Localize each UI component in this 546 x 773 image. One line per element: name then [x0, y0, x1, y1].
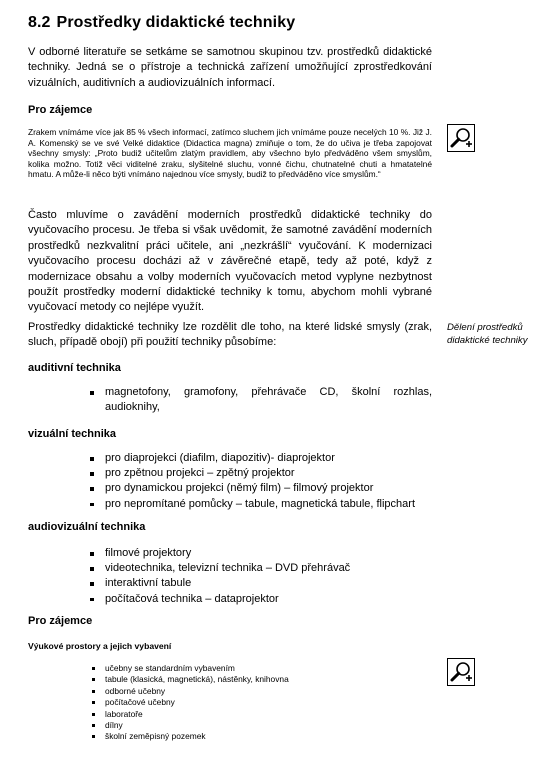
list-item: pro dynamickou projekci (němý film) – filmový projektor: [105, 481, 415, 496]
list-item: videotechnika, televizní technika – DVD přehrávač: [105, 561, 350, 576]
category-title-audiovisual: audiovizuální technika: [28, 521, 146, 533]
box2-subheading: Výukové prostory a jejich vybavení: [28, 641, 172, 651]
margin-note: Dělení prostředků didaktické techniky: [447, 322, 528, 346]
list-item: pro nepromítané pomůcky – tabule, magnetická tabule, flipchart: [105, 497, 415, 512]
category-list-auditive: [105, 385, 432, 415]
box1-heading: Pro zájemce: [28, 104, 93, 116]
box2-heading: Pro zájemce: [28, 615, 93, 627]
list-item: interaktivní tabule: [105, 576, 350, 591]
list-item: školní zeměpisný pozemek: [105, 731, 289, 742]
category-list-visual: [105, 451, 415, 512]
section-title: Prostředky didaktické techniky: [56, 14, 296, 31]
category-title-visual: vizuální technika: [28, 428, 117, 440]
box2-list: [105, 663, 289, 743]
paragraph-modernization: Často mluvíme o zavádění moderních prostředků didaktické techniky do vyučovacího procesu. Je třeba si však uvědomit, že samotné zavádění moderních prostředků nezkvalitní práci učitele, ani „nezkrášlí“ vyučování. K modernizaci vyučovacího procesu docházi až v závěrečné etapě, tedy až poté, když z modernizace obsahu a volby moderních vyučovacích metod vyplyne nezbytnost použít prostředky moderní didaktické techniky k tomu, abychom mohli vybrané vyučovací metody co nejlépe využít.: [28, 209, 432, 314]
box1-text: Zrakem vnímáme více jak 85 % všech informací, zatímco sluchem jich vnímáme pouze necelých 10 %. Již J. A. Komenský se ve své Velké didaktice (Didactica magna) zmiňuje o tom, že do učiva je třeba zapojovat všechny smysly: „Proto budiž učitelům zlatým pravidlem, aby všechno bylo předváděno všem smyslům, kolika možno. Totiž věci viditelné zraku, slyšitelné sluchu, vonné čichu, chutnatelné chuti a hmatatelné hmatu. A může-li něco býti vnímáno najednou více smysly, budiž to předváděno více smyslům.“: [28, 127, 432, 180]
list-item: odborné učebny: [105, 686, 289, 697]
list-item: počítačová technika – dataprojektor: [105, 592, 350, 607]
list-item: pro zpětnou projekci – zpětný projektor: [105, 466, 415, 481]
list-item: učebny se standardním vybavením: [105, 663, 289, 674]
category-title-auditive: auditivní technika: [28, 362, 121, 374]
section-number: 8.2: [28, 14, 51, 31]
list-item: počítačové učebny: [105, 697, 289, 708]
paragraph-division: Prostředky didaktické techniky lze rozdělit dle toho, na které lidské smysly (zrak, sluch, případě obojí) při použití techniky působíme:: [28, 321, 432, 349]
list-item: dílny: [105, 720, 289, 731]
magnifier-plus-icon: [447, 124, 475, 152]
list-item: pro diaprojekci (diafilm, diapozitiv)- diaprojektor: [105, 451, 415, 466]
section-heading: [28, 14, 295, 32]
magnifier-plus-icon: [447, 658, 475, 686]
list-item: magnetofony, gramofony, přehrávače CD, školní rozhlas, audioknihy,: [105, 385, 432, 415]
intro-paragraph: V odborné literatuře se setkáme se samotnou skupinou tzv. prostředků didaktické techniky. Jedná se o přístroje a technická zařízení umožňující zprostředkování vizuálních, auditivních a audiovizuálních informací.: [28, 46, 432, 89]
list-item: laboratoře: [105, 709, 289, 720]
list-item: tabule (klasická, magnetická), nástěnky, knihovna: [105, 674, 289, 685]
list-item: filmové projektory: [105, 546, 350, 561]
category-list-audiovisual: [105, 546, 350, 607]
